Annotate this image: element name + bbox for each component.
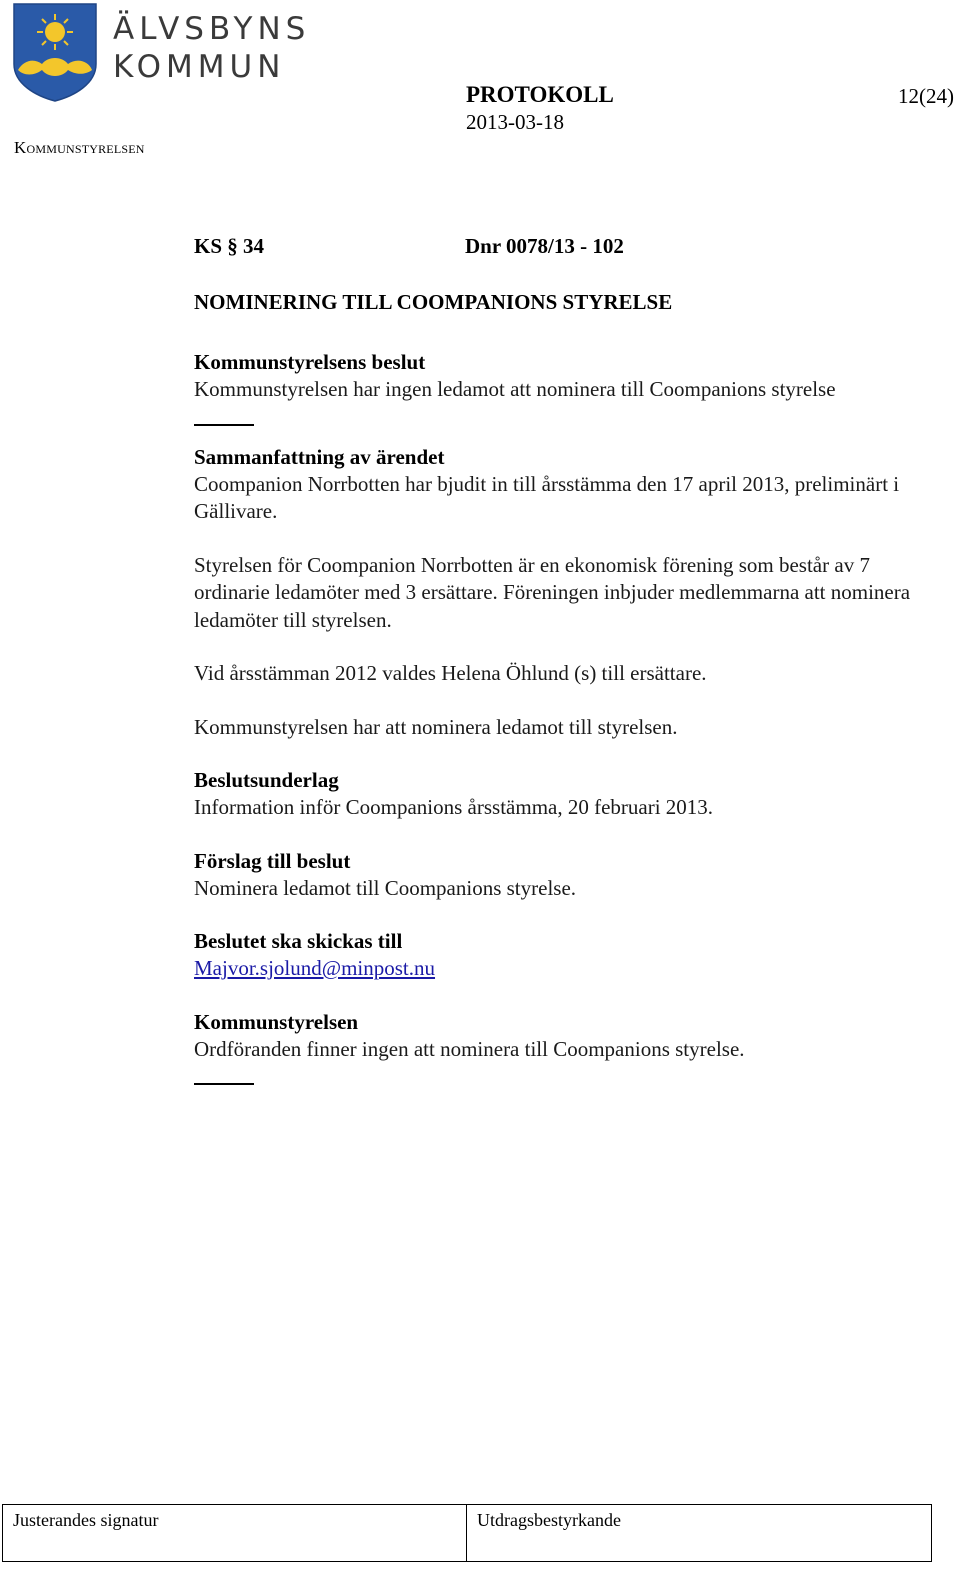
protocol-body: [194, 234, 934, 1085]
document-date: 2013-03-18: [466, 110, 564, 134]
decision-heading: Kommunstyrelsens beslut: [194, 350, 426, 374]
summary-paragraph-2: Styrelsen för Coompanion Norrbotten är en ekonomisk förening som består av 7 ordinarie ledamöter med 3 ersättare. Föreningen inbjuder medlemmarna att nominera ledamöter till styrelsen.: [194, 552, 911, 632]
municipality-name-line2: KOMMUN: [113, 49, 286, 85]
signature-label: Justerandes signatur: [13, 1510, 159, 1530]
page-number: 12(24): [898, 84, 954, 108]
recipient-email-link[interactable]: Majvor.sjolund@minpost.nu: [194, 956, 436, 980]
summary-paragraph-4: Kommunstyrelsen har att nominera ledamot till styrelsen.: [194, 714, 678, 739]
board-text: Ordföranden finner ingen att nominera till Coompanions styrelse.: [194, 1036, 745, 1061]
board-heading: Kommunstyrelsen: [194, 1009, 359, 1034]
basis-text: Information inför Coompanions årsstämma, 20 februari 2013.: [194, 795, 714, 819]
separator-line: [194, 1083, 254, 1085]
separator-line: [194, 424, 254, 426]
recipients-heading: Beslutet ska skickas till: [194, 929, 403, 953]
case-number: KS § 34: [194, 234, 265, 258]
case-title: NOMINERING TILL COOMPANIONS STYRELSE: [194, 290, 673, 314]
certification-label: Utdragsbestyrkande: [477, 1510, 621, 1530]
municipality-name-line1: ÄLVSBYNS: [113, 11, 311, 47]
proposal-heading: Förslag till beslut: [194, 848, 351, 873]
case-row: [194, 234, 934, 268]
summary-heading: Sammanfattning av ärendet: [194, 444, 445, 469]
document-type: PROTOKOLL: [466, 82, 614, 107]
decision-text: Kommunstyrelsen har ingen ledamot att nominera till Coompanions styrelse: [194, 377, 836, 401]
basis-heading: Beslutsunderlag: [194, 768, 339, 792]
proposal-text: Nominera ledamot till Coompanions styrelse.: [194, 875, 577, 900]
summary-paragraph-3: Vid årsstämman 2012 valdes Helena Öhlund (s) till ersättare.: [194, 661, 707, 685]
diary-number: Dnr 0078/13 - 102: [465, 234, 624, 258]
municipality-shield-icon: [12, 2, 98, 102]
department-name: Kommunstyrelsen: [14, 138, 145, 157]
footer-divider: [466, 1505, 467, 1561]
summary-paragraph-1: Coompanion Norrbotten har bjudit in till årsstämma den 17 april 2013, preliminärt i Gällivare.: [194, 471, 900, 523]
signature-table: [2, 1504, 932, 1562]
